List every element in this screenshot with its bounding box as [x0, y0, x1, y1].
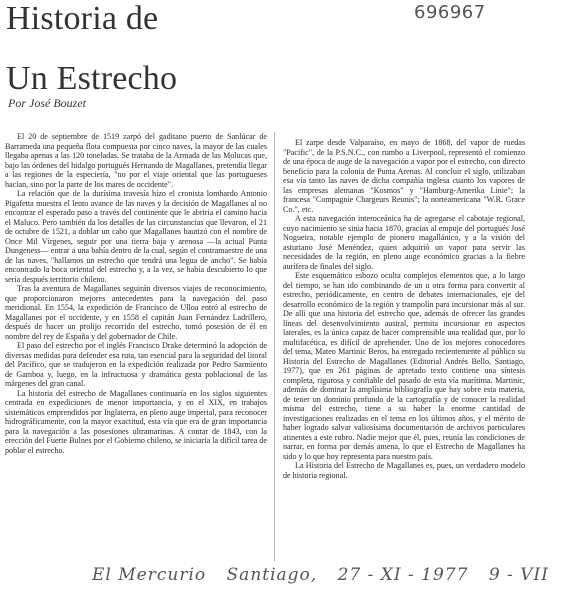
byline: Por José Bouzet: [8, 96, 86, 110]
footer: [0, 565, 549, 600]
paragraph: Este esquemático esbozo oculta complejos elementos que, a lo largo del tiempo, se han ido combinando de un u otra forma para convertir al estrecho, periódicamente, en centro de debates internacionales, eje del desarrollo económico de la región y trampolín para incursionar más al sur. De allí que una historia del estrecho que, además de ofrecer las grandes líneas del desenvolvimiento austral, permita incursionar en aspectos laterales, es la única capaz de hacer comprensible una realidad que, por lo multifacética, es difícil de aprehender. Uno de los mejores conocedores del tema, Mateo Martinic Beros, ha entregado recientemente al público su Historia del Estrecho de Magallanes (Editorial Andrés Bello, Santiago, 1977), que en 261 páginas de apretado texto contiene una síntesis completa, rigurosa y confiable del pasado de esta vía marítima. Martinic, además de dominar la amplísima bibliografía que hay sobre esta materia, de tener un dominio profundo de la cartografía y de conocer la realidad misma del estrecho, tiene a su haber la enorme cantidad de investigaciones realizadas en el tema en los últimos años, y el mérito de haber logrado salvar valiosísima documentación de archivos particulares atinentes a este rubro. Nadie mejor que él, pues, reunía las condiciones de narrar, en forma por demás amena, lo que el Estrecho de Magallanes ha sido y lo que hoy representa para nuestro país.: [283, 271, 525, 461]
stamp-newspaper: El Mercurio: [92, 565, 207, 585]
left-column: [5, 132, 267, 455]
title-line-2: Un Estrecho: [6, 60, 178, 97]
paragraph: El zarpe desde Valparaíso, en mayo de 1868, del vapor de ruedas "Pacific", de la P.S.N.C., con rumbo a Liverpool, representó el comienzo de una época de auge de la navegación a vapor por el estrecho, con directo beneficio para la colonia de Punta Arenas. Al concluir el siglo, utilizaban esa vía tanto las naves de dicha compañía inglesa cuanto los vapores de las empresas alemanas "Kosmos" y "Hamburg-Amerika Linie"; la francesa "Compagnie Chargeurs Reunis"; la norteamericana "W.R. Grace Co.", etc.: [283, 138, 525, 214]
paragraph: El 20 de septiembre de 1519 zarpó del gaditano puerto de Sanlúcar de Barrameda una pequeña flota compuesta por cinco naves, la mayor de las cuales llegaba apenas a las 120 toneladas. Se trataba de la Armada de las Molucas que, bajo las órdenes del hidalgo portugués Hernando de Magallanes, pretendía llegar a las regiones de la especiería, "no por el viaje oriental que las portugueses hacían, sino por la parte de los mares de occidente".: [5, 132, 267, 189]
paragraph: A esta navegación interoceánica ha de agregarse el cabotaje regional, cuyo nacimiento se sitúa hacia 1870, gracias al empuje del portugués José Nogueira, notable ejemplo de pionero magallánico, y a la visión del asturiano José Menéndez, quien adquirió un vapor para servir las necesidades de la región, en pleno auge económico gracias a la fiebre aurífera de finales del siglo.: [283, 214, 525, 271]
column-divider: [274, 132, 275, 562]
title-line-1: Historia de: [6, 0, 159, 37]
stamp-page: 9 - VII: [488, 565, 549, 585]
article-title: [6, 0, 177, 98]
source-date-stamp: [92, 565, 563, 585]
paragraph: El paso del estrecho por el inglés Francisco Drake determinó la adopción de diversas medidas para defender esa ruta, tan esencial para la seguridad del litoral del Pacífico, que se tradujeron en la expedición realizada por Pedro Sarmiento de Gamboa y, luego, en la infructuosa y dramática gesta poblacional de las márgenes del gran canal.: [5, 341, 267, 388]
paragraph: La relación que de la durísima travesía hizo el cronista lombardo Antonio Pigafetta muestra el lento avance de las naves y la decisión de Magallanes al no encontrar el esperado paso a través del continente que le abriría el camino hacia el Maluco. Pero también da los detalles de las circunstancias que llevaron, el 21 de octubre de 1521, a doblar un cabo que Magallanes bautizó con el nombre de Once Mil Vírgenes, seguir por una tierra baja y arenosa —la actual Punta Dungeness— entrar a una bahía dentro de la cual, según el contramaestre de una de las naves, "hallamos un estrecho que tendrá una legua de ancho". Se había encontrado la boca oriental del estrecho y, a la vez, se había descubierto lo que sería después territorio chileno.: [5, 189, 267, 284]
stamp-city: Santiago,: [226, 565, 318, 585]
right-column: [283, 138, 525, 480]
handwritten-archive-number: 696967: [414, 2, 486, 23]
paragraph: La Historia del Estrecho de Magallanes es, pues, un verdadero modelo de historia regional.: [283, 461, 525, 480]
paragraph: La historia del estrecho de Magallanes continuaría en los siglos siguientes centrada en expediciones de menor importancia, y en el XIX, en trabajos sistemáticos emprendidos por Inglaterra, en pleno auge imperial, para reconocer hidrográficamente, con la mayor exactitud, esta vía que era de gran importancia para la navegación a las posesiones ultramarinas. A contar de 1843, con la erección del Fuerte Bulnes por el Gobierno chileno, se iniciaría la difícil tarea de poblar el estrecho.: [5, 388, 267, 455]
stamp-date: 27 - XI - 1977: [337, 565, 469, 585]
paragraph: Tras la aventura de Magallanes seguirán diversos viajes de reconocimiento, que proporcionaron mejores antecedentes para la navegación del paso meridional. En 1554, la expedición de Francisco de Ulloa entró al estrecho de Magallanes por el occidente, y en 1558 el capitán Juan Fernández Ladrillero, después de hacer un prolijo recorrido del estrecho, tomó posesión de él en nombre del rey de España y del gobernador de Chile.: [5, 284, 267, 341]
